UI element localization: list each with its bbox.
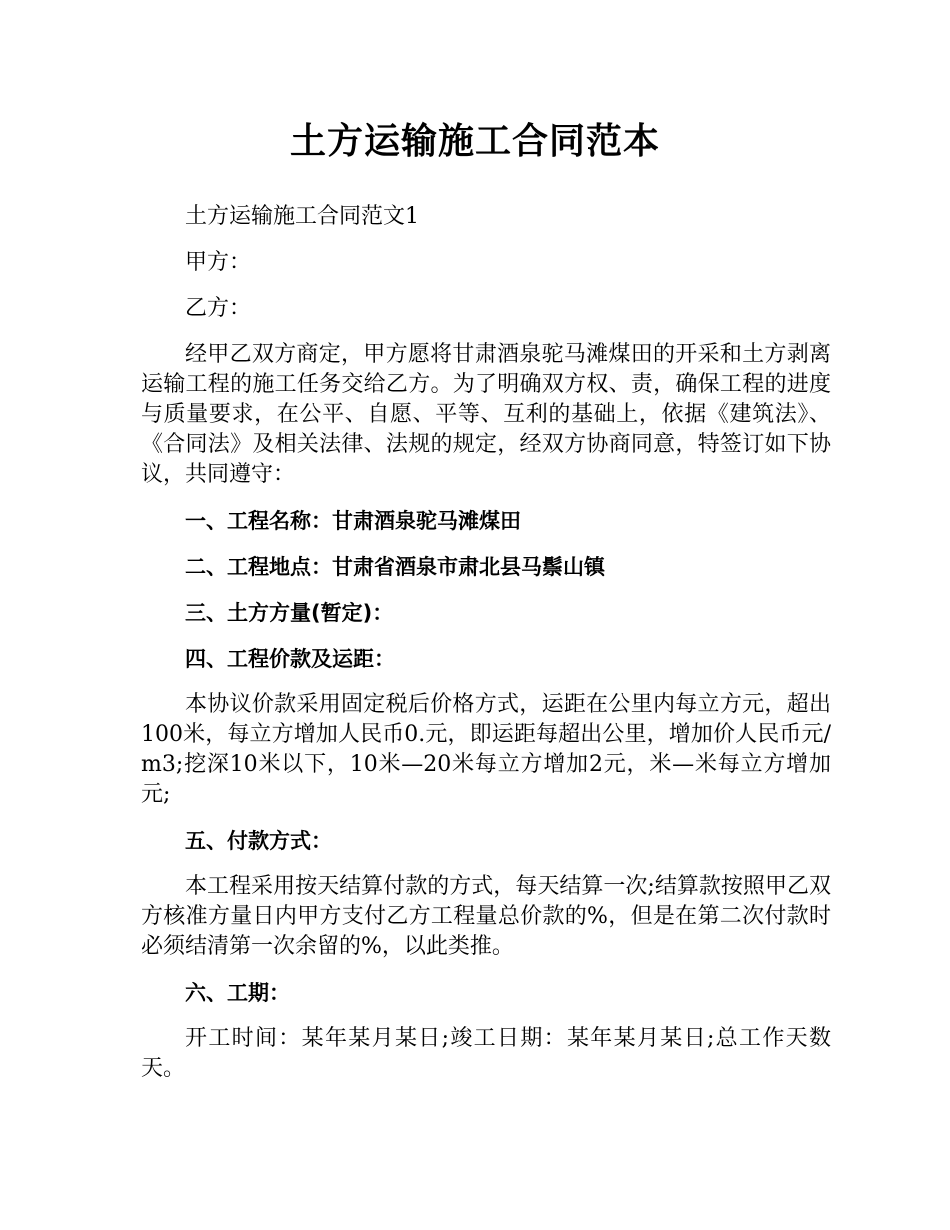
contract-subtitle: 土方运输施工合同范文1 bbox=[185, 204, 419, 229]
schedule-paragraph: 开工时间：某年某月某日;竣工日期：某年某月某日;总工作天数天。 bbox=[141, 1026, 831, 1081]
party-b-line: 乙方： bbox=[185, 296, 252, 321]
section-heading-schedule: 六、工期： bbox=[185, 981, 290, 1005]
document-title: 土方运输施工合同范本 bbox=[289, 121, 660, 162]
section-heading-project-location: 二、工程地点：甘肃省酒泉市肃北县马鬃山镇 bbox=[185, 555, 605, 579]
section-heading-project-name: 一、工程名称：甘肃酒泉驼马滩煤田 bbox=[185, 509, 521, 533]
party-a-line: 甲方： bbox=[185, 250, 252, 275]
payment-paragraph: 本工程采用按天结算付款的方式，每天结算一次;结算款按照甲乙双方核准方量日内甲方支付乙方工程量总价款的%，但是在第二次付款时必须结清第一次余留的%，以此类推。 bbox=[141, 874, 831, 959]
section-heading-price-distance: 四、工程价款及运距： bbox=[185, 647, 395, 671]
section-heading-payment: 五、付款方式： bbox=[185, 829, 332, 853]
intro-paragraph: 经甲乙双方商定，甲方愿将甘肃酒泉驼马滩煤田的开采和土方剥离运输工程的施工任务交给乙方。为了明确双方权、责，确保工程的进度与质量要求，在公平、自愿、平等、互利的基础上，依据《建筑法》、《合同法》及相关法律、法规的规定，经双方协商同意，特签订如下协议，共同遵守： bbox=[141, 342, 831, 487]
price-distance-paragraph: 本协议价款采用固定税后价格方式，运距在公里内每立方元，超出100米，每立方增加人民币0.元，即运距每超出公里，增加价人民币元/m3;挖深10米以下，10米—20米每立方增加2元，米—米每立方增加元; bbox=[141, 692, 831, 807]
document-body bbox=[141, 202, 831, 1100]
section-heading-earthwork-volume: 三、土方方量(暂定)： bbox=[185, 601, 394, 625]
